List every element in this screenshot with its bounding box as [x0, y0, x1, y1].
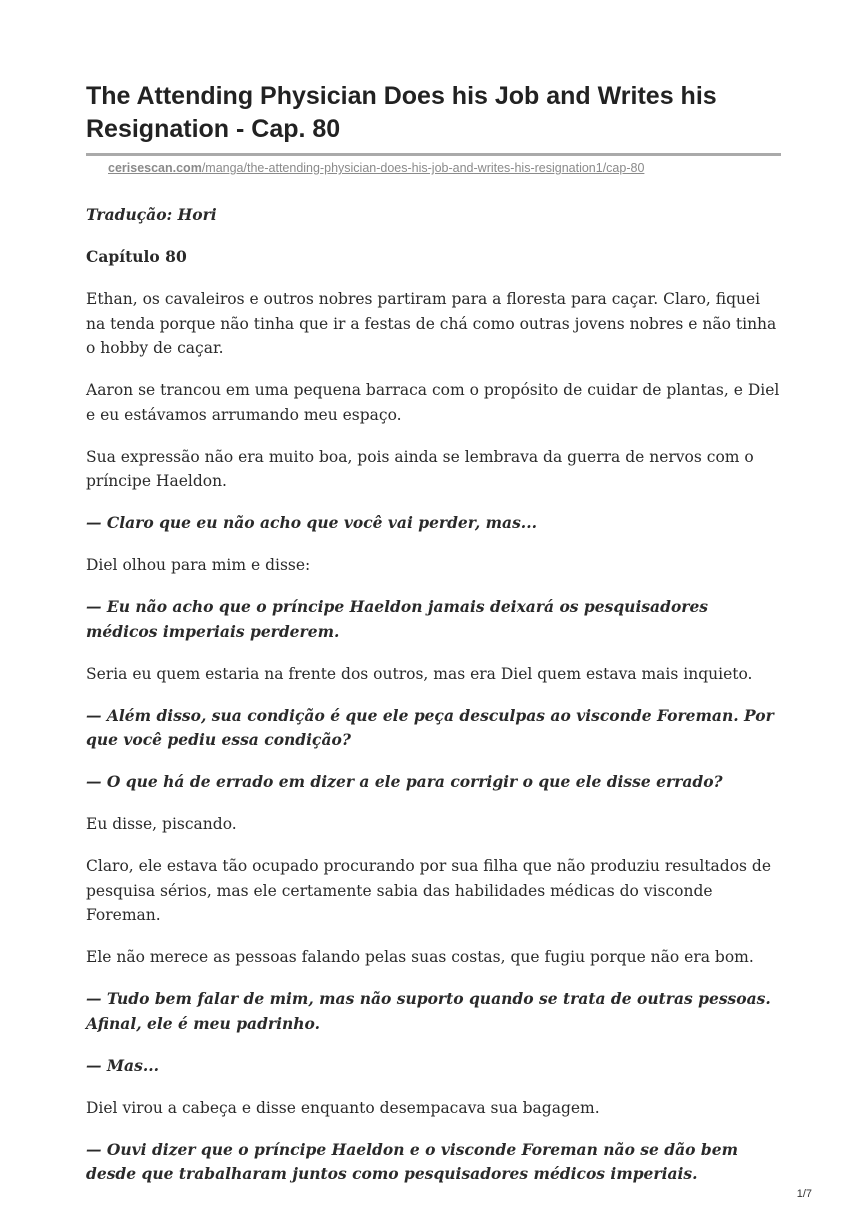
dialogue-line: — O que há de errado em dizer a ele para corrigir o que ele disse errado? [86, 772, 723, 791]
chapter-heading: Capítulo 80 [86, 247, 187, 266]
paragraph: Ethan, os cavaleiros e outros nobres partiram para a floresta para caçar. Claro, fiquei na tenda porque não tinha que ir a festas de chá como outras jovens nobres e não tinha o hobby de caçar. [86, 290, 777, 357]
paragraph: Sua expressão não era muito boa, pois ainda se lembrava da guerra de nervos com o príncipe Haeldon. [86, 447, 754, 490]
document-title: The Attending Physician Does his Job and Writes his Resignation - Cap. 80 [86, 82, 717, 143]
paragraph: Ele não merece as pessoas falando pelas suas costas, que fugiu porque não era bom. [86, 948, 754, 966]
dialogue-line: — Tudo bem falar de mim, mas não suporto quando se trata de outras pessoas. Afinal, ele é meu padrinho. [86, 989, 771, 1033]
paragraph: Diel olhou para mim e disse: [86, 556, 311, 574]
paragraph: Diel virou a cabeça e disse enquanto desempacava sua bagagem. [86, 1098, 600, 1117]
source-path: /manga/the-attending-physician-does-his-job-and-writes-his-resignation1/cap-80 [201, 161, 645, 175]
title-divider [86, 153, 781, 156]
dialogue-line: — Claro que eu não acho que você vai perder, mas... [86, 513, 537, 532]
dialogue-line: — Mas... [86, 1055, 160, 1075]
paragraph: Aaron se trancou em uma pequena barraca com o propósito de cuidar de plantas, e Diel e eu estávamos arrumando meu espaço. [86, 381, 780, 424]
dialogue-line: — Ouvi dizer que o príncipe Haeldon e o visconde Foreman não se dão bem desde que trabalharam juntos como pesquisadores médicos imperiais. [86, 1139, 739, 1183]
paragraph: Seria eu quem estaria na frente dos outros, mas era Diel quem estava mais inquieto. [86, 664, 753, 683]
chapter-body [86, 203, 781, 1204]
dialogue-line: — Além disso, sua condição é que ele peça desculpas ao visconde Foreman. Por que você pediu essa condição? [86, 705, 774, 749]
paragraph: Eu disse, piscando. [86, 815, 237, 833]
translator-credit: Tradução: Hori [86, 205, 217, 224]
paragraph: Claro, ele estava tão ocupado procurando por sua filha que não produziu resultados de pesquisa sérios, mas ele certamente sabia das habilidades médicas do visconde Foreman. [86, 857, 772, 924]
source-link[interactable] [108, 161, 644, 175]
source-domain: cerisescan.com [108, 161, 202, 175]
page-number: 1/7 [796, 1188, 812, 1200]
dialogue-line: — Eu não acho que o príncipe Haeldon jamais deixará os pesquisadores médicos imperiais perderem. [86, 597, 709, 641]
